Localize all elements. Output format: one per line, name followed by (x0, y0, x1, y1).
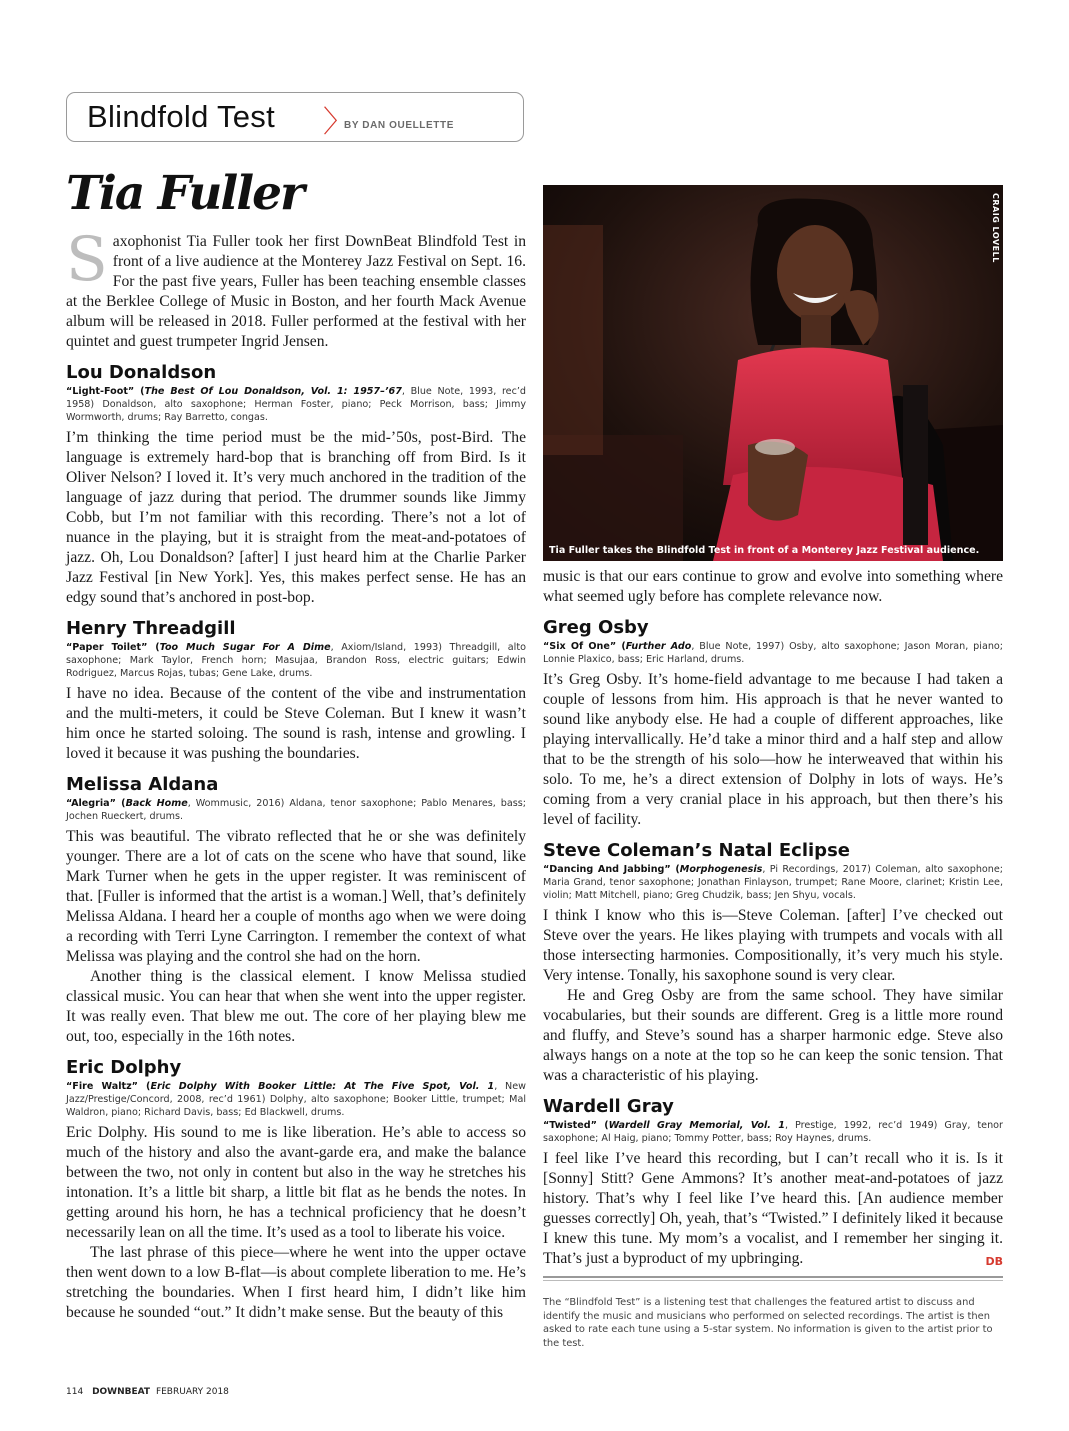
section-henry-threadgill (66, 618, 526, 764)
section-greg-osby (543, 617, 1003, 830)
response-paragraph: I have no idea. Because of the content of the vibe and instrumentation and the multi-meters, it could be Steve Coleman. But I knew it wasn’t him once he started soloing. The sound is rash, intense and growling. I loved it because it was pushing the boundaries. (66, 685, 526, 762)
album-title: Morphogenesis (679, 864, 763, 875)
blindfold-test-header (66, 92, 524, 142)
drop-cap: S (66, 224, 108, 295)
page-footer (66, 1387, 229, 1397)
divider-rule (543, 1276, 1003, 1278)
section-artist-name: Melissa Aldana (66, 774, 219, 795)
response-paragraph: This was beautiful. The vibrato reflected that he or she was definitely younger. There are a lot of cats on the scene who have that sound, like Mark Turner when he gets in the upper register. It was reminiscent of that. [Fuller is informed that the artist is a woman.] Well, that’s definitely Melissa Aldana. I heard her a couple of months ago when we were doing a recording with Terri Lyne Carrington. I remember the context of what Melissa was playing and the control she had on the horn. (66, 828, 526, 965)
track-info: “Alegria” (Back Home, Wommusic, 2016) Aldana, tenor saxophone; Pablo Menares, bass; Jochen Rueckert, drums. (66, 798, 526, 822)
photo-credit: CRAIG LOVELL (991, 193, 1000, 263)
section-lou-donaldson (66, 362, 526, 608)
response-paragraph: I’m thinking the time period must be the mid-’50s, post-Bird. The language is extremely hard-bop that is branching off from Bird. Is it Oliver Nelson? I loved it. It’s very much anchored in the tradition of the language of jazz during that period. The drummer sounds like Jimmy Cobb, but I’m not familiar with this recording. There’s not a lot of nuance in the playing, but it is straight from the meat-and-potatoes of jazz. Oh, Lou Donaldson? [after] I just heard him at the Charlie Parker Jazz Festival [in New York]. Yes, this makes perfect sense. He has an edgy sound that’s anchored in post-bop. (66, 429, 526, 606)
album-title: The Best Of Lou Donaldson, Vol. 1: 1957–’67 (144, 386, 402, 397)
album-title: Back Home (125, 798, 188, 809)
artist-title: Tia Fuller (66, 166, 303, 221)
chevron-right-icon: 〉 (323, 106, 353, 139)
intro-paragraph (66, 224, 526, 352)
section-artist-name: Greg Osby (543, 617, 649, 638)
response-paragraph: Eric Dolphy. His sound to me is like liberation. He’s able to access so much of the history and also the avant-garde era, and make the balance between the two, not only in content but also in the way he stretches his intonation. It’s a little bit sharp, a little bit flat as he bends the notes. In getting around his horn, he has a technical proficiency that he doesn’t necessarily lean on all the time. It’s used as a tool to liberate his voice. (66, 1124, 526, 1241)
continuation-paragraph: music is that our ears continue to grow and evolve into something where what seemed ugly before has complete relevance now. (543, 568, 1003, 605)
response-paragraph: Another thing is the classical element. I know Melissa studied classical music. You can hear that when she went into the upper register. It was really even. That blew me out. The core of her playing blew me out, too, especially in the 16th notes. (66, 968, 526, 1045)
track-info: “Paper Toilet” (Too Much Sugar For A Dime, Axiom/Island, 1993) Threadgill, alto saxophone; Mark Taylor, French horn; Masujaa, Brandon Ross, electric guitars; Edwin Rodriguez, Marcus Rojas, tubas; Gene Lake, drums. (66, 642, 526, 679)
intro-text: axophonist Tia Fuller took her first DownBeat Blindfold Test in front of a live audience at the Monterey Jazz Festival on Sept. 16. For the past five years, Fuller has been teaching ensemble classes at the Berklee College of Music in Boston, and her fourth Mack Avenue album will be released in 2018. Fuller performed at the festival with her quintet and guest trumpeter Ingrid Jensen. (66, 233, 526, 350)
page-number: 114 (66, 1387, 84, 1397)
album-title: Too Much Sugar For A Dime (159, 642, 331, 653)
db-end-mark: DB (985, 1255, 1003, 1268)
section-artist-name: Eric Dolphy (66, 1057, 182, 1078)
album-title: Further Ado (625, 641, 692, 652)
column-title: Blindfold Test (87, 99, 276, 134)
track-info: “Twisted” (Wardell Gray Memorial, Vol. 1, Prestige, 1992, rec’d 1949) Gray, tenor saxophone; Al Haig, piano; Tommy Potter, bass; Roy Haynes, drums. (543, 1120, 1003, 1144)
section-melissa-aldana (66, 774, 526, 1047)
artist-photo (543, 185, 1003, 561)
section-eric-dolphy (66, 1057, 526, 1323)
track-info: “Six Of One” (Further Ado, Blue Note, 1997) Osby, alto saxophone; Jason Moran, piano; Lonnie Plaxico, bass; Eric Harland, drums. (543, 641, 1003, 665)
byline: BY DAN OUELLETTE (344, 120, 454, 131)
left-column (66, 224, 526, 1323)
magazine-brand: DOWNBEAT (92, 1387, 151, 1397)
section-artist-name: Lou Donaldson (66, 362, 217, 383)
response-paragraph: He and Greg Osby are from the same school. They have similar vocabularies, but their sounds are different. Greg is a little more round and fluffy, and Steve’s sound has a sharper harmonic edge. Steve also always hangs on a note at the top so he can keep the sonic tension. That was a characteristic of his playing. (543, 987, 1003, 1084)
photo-illustration (543, 185, 1003, 561)
response-paragraph: I think I know who this is—Steve Coleman. [after] I’ve checked out Steve over the years. He likes playing with trumpets and vocals with all those intersecting harmonies. Compositionally, it’s very much his style. Very intense. Tonally, his saxophone sound is very clear. (543, 907, 1003, 984)
response-paragraph: It’s Greg Osby. It’s home-field advantage to me because I had taken a couple of lessons from him. His approach is that he never wanted to sound like anybody else. He had a couple of different approaches, like playing intervallically. He’d take a minor third and a half step and allow that to be the strength of his solo—how he interweaved that within his solo. To me, he’s a direct extension of Dolphy in lots of ways. He’s coming from a very cranial place in his approach, but then there’s his level of facility. (543, 671, 1003, 828)
track-info: “Dancing And Jabbing” (Morphogenesis, Pi Recordings, 2017) Coleman, alto saxophone; Maria Grand, tenor saxophone; Jonathan Finlayson, trumpet; Rane Moore, clarinet; Kristin Lee, violin; Matt Mitchell, piano; Greg Chudzik, bass; Jen Shyu, vocals. (543, 864, 1004, 901)
issue-date: FEBRUARY 2018 (155, 1387, 229, 1397)
blindfold-test-footnote: The “Blindfold Test” is a listening test that challenges the featured artist to discuss and identify the music and musicians who performed on selected recordings. The artist is then asked to rate each tune using a 5-star system. No information is given to the artist prior to the test. (543, 1297, 993, 1349)
photo-caption: Tia Fuller takes the Blindfold Test in front of a Monterey Jazz Festival audience. (549, 545, 980, 556)
section-wardell-gray (543, 1096, 1003, 1269)
divider-rule-thin (543, 1280, 1003, 1281)
album-title: Eric Dolphy With Booker Little: At The Five Spot, Vol. 1 (150, 1081, 495, 1092)
right-column (543, 567, 1003, 1272)
track-info: “Fire Waltz” (Eric Dolphy With Booker Little: At The Five Spot, Vol. 1, New Jazz/Prestige/Concord, 2008, rec’d 1961) Dolphy, alto saxophone; Booker Little, trumpet; Mal Waldron, piano; Richard Davis, bass; Ed Blackwell, drums. (66, 1081, 526, 1118)
response-paragraph: The last phrase of this piece—where he went into the upper octave then went down to a low B-flat—is about complete liberation to me. He’s stretching the boundaries. When I first heard him, I didn’t like him because he sounded “out.” It didn’t make sense. But the beauty of this (66, 1244, 526, 1321)
album-title: Wardell Gray Memorial, Vol. 1 (608, 1120, 785, 1131)
section-artist-name: Steve Coleman’s Natal Eclipse (543, 840, 850, 861)
section-artist-name: Henry Threadgill (66, 618, 236, 639)
section-artist-name: Wardell Gray (543, 1096, 674, 1117)
section-steve-coleman (543, 840, 1003, 1086)
response-paragraph: I feel like I’ve heard this recording, but I can’t recall who it is. Is it [Sonny] Stitt? Gene Ammons? It’s another meat-and-potatoes of jazz history. That’s why I feel like I’ve heard this. [An audience member guesses correctly] Oh, yeah, that’s “Twisted.” I definitely liked it because I knew this tune. My mom’s a vocalist, and I remember her singing it. That’s just a byproduct of my upbringing. DB (543, 1149, 1003, 1269)
track-info: “Light-Foot” (The Best Of Lou Donaldson, Vol. 1: 1957–’67, Blue Note, 1993, rec’d 1958) Donaldson, alto saxophone; Herman Foster, piano; Peck Morrison, bass; Jimmy Wormworth, drums; Ray Barretto, congas. (66, 386, 526, 423)
